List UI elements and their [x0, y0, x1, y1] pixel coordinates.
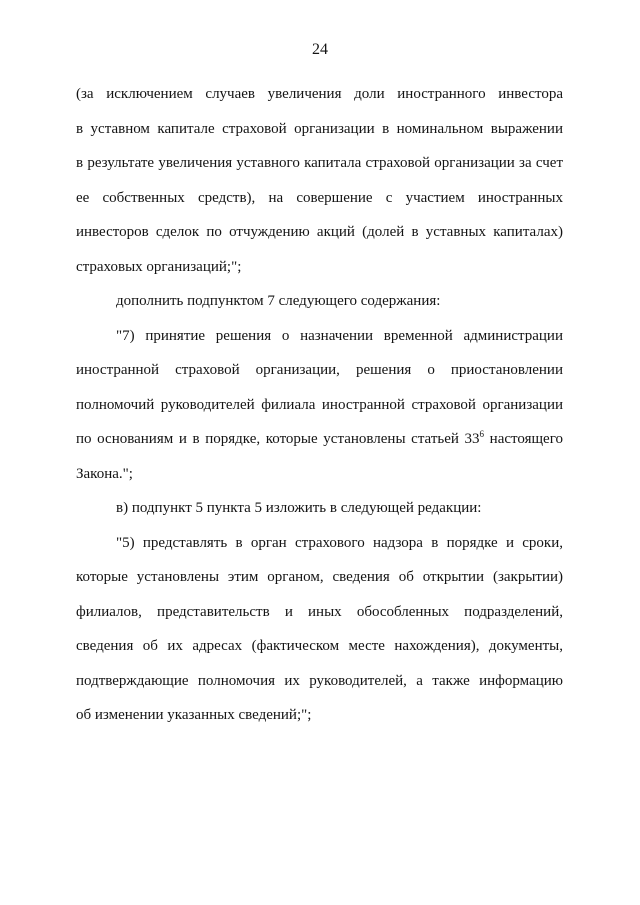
text-line: которые установлены этим органом, сведения об открытии (закрытии)	[76, 569, 563, 585]
text-line: иностранной страховой организации, решения о приостановлении	[76, 362, 563, 378]
text-line: сведения об их адресах (фактическом месте нахождения), документы,	[76, 638, 563, 654]
text-line: об изменении указанных сведений;";	[76, 707, 312, 723]
paragraph-3	[76, 319, 563, 492]
text-line: в уставном капитале страховой организации в номинальном выражении	[76, 120, 563, 137]
text-line: Закона.";	[76, 465, 133, 482]
text-line: полномочий руководителей филиала иностранной страховой организации	[76, 396, 563, 413]
superscript: 6	[479, 429, 485, 439]
text-line-with-superscript	[76, 422, 563, 457]
text-line: "7) принятие решения о назначении временной администрации	[116, 327, 563, 344]
text-segment: настоящего	[484, 431, 563, 447]
text-line: дополнить подпунктом 7 следующего содержания:	[116, 293, 441, 309]
text-line: подтверждающие полномочия их руководителей, а также информацию	[76, 672, 563, 689]
page-number: 24	[312, 41, 328, 58]
text-segment: по основаниям и в порядке, которые установлены статьей 33	[76, 431, 480, 447]
text-line: инвесторов сделок по отчуждению акций (долей в уставных капиталах)	[76, 224, 563, 240]
paragraph-4	[76, 491, 563, 526]
text-line: (за исключением случаев увеличения доли иностранного инвестора	[76, 86, 563, 102]
text-line: "5) представлять в орган страхового надзора в порядке и сроки,	[116, 534, 563, 551]
document-body	[76, 77, 563, 733]
text-line: филиалов, представительств и иных обособленных подразделений,	[76, 603, 563, 620]
text-line: ее собственных средств), на совершение с участием иностранных	[76, 189, 563, 206]
text-line: в результате увеличения уставного капитала страховой организации за счет	[76, 155, 563, 171]
paragraph-1	[76, 77, 563, 284]
paragraph-2	[76, 284, 563, 319]
paragraph-5	[76, 526, 563, 733]
text-line: страховых организаций;";	[76, 258, 242, 275]
text-line: в) подпункт 5 пункта 5 изложить в следующей редакции:	[116, 500, 482, 516]
